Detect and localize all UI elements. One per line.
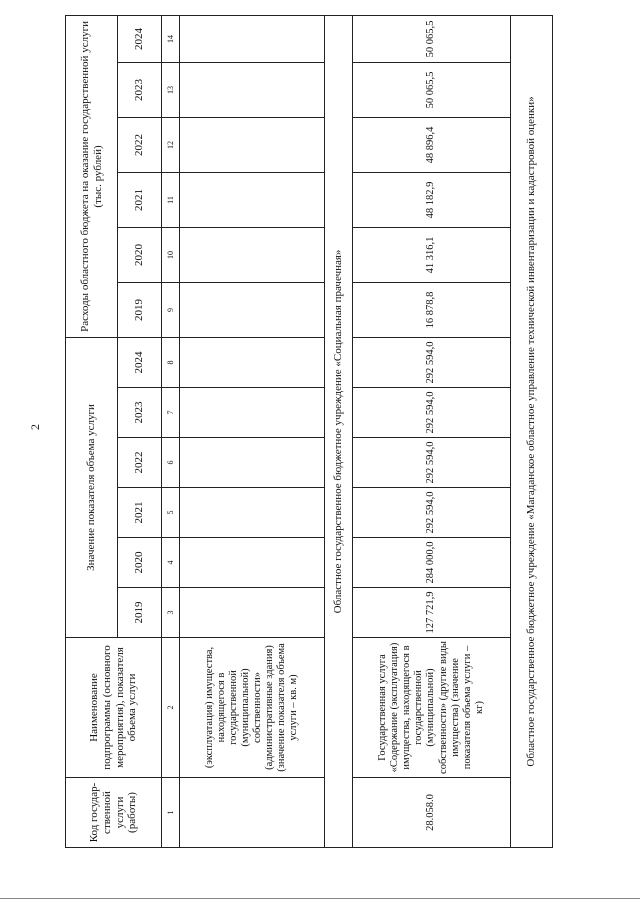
cell-expense (180, 118, 325, 173)
cell-expense (180, 173, 325, 228)
cell-expense: 16 878,8 (353, 283, 511, 338)
column-number: 6 (162, 438, 180, 488)
column-number: 11 (162, 173, 180, 228)
cell-volume: 292 594,0 (353, 388, 511, 438)
cell-expense: 48 182,9 (353, 173, 511, 228)
cell-code (180, 778, 325, 848)
cell-volume: 284 000,0 (353, 538, 511, 588)
cell-name: Государственная услуга «Содержание (эксплуатация) имущества, находящегося в государственной (муниципальной) собственности» (другие виды имущества) (значение показателя объема услуги – кг) (353, 638, 511, 778)
year-header: 2023 (118, 388, 162, 438)
cell-volume (180, 338, 325, 388)
cell-volume (180, 538, 325, 588)
table-row (180, 15, 325, 847)
column-number: 1 (162, 778, 180, 848)
column-number: 14 (162, 15, 180, 62)
cell-volume: 127 721,9 (353, 588, 511, 638)
year-header: 2022 (118, 118, 162, 173)
cell-expense: 48 896,4 (353, 118, 511, 173)
cell-expense (180, 283, 325, 338)
column-number: 12 (162, 118, 180, 173)
cell-expense (180, 63, 325, 118)
year-header: 2019 (118, 588, 162, 638)
year-header: 2024 (118, 338, 162, 388)
budget-table (65, 15, 553, 848)
page-edge-line (0, 898, 640, 899)
column-number: 2 (162, 638, 180, 778)
cell-code: 28.058.0 (353, 778, 511, 848)
year-header: 2021 (118, 173, 162, 228)
header-expense-group: Расходы областного бюджета на оказание государственной услуги (тыс. рублей) (66, 15, 118, 337)
cell-volume (180, 388, 325, 438)
cell-expense: 41 316,1 (353, 228, 511, 283)
cell-volume (180, 488, 325, 538)
header-name: Наименование подпрограммы (основного мероприятия), показателя объема услуги (66, 638, 162, 778)
year-header: 2019 (118, 283, 162, 338)
table-row (353, 15, 511, 847)
year-header: 2023 (118, 63, 162, 118)
cell-expense (180, 228, 325, 283)
cell-volume: 292 594,0 (353, 488, 511, 538)
rotated-table-container (65, 16, 552, 848)
column-number: 3 (162, 588, 180, 638)
cell-expense: 50 065,5 (353, 63, 511, 118)
cell-volume: 292 594,0 (353, 438, 511, 488)
header-code: Код государ-ственной услуги (работы) (66, 778, 162, 848)
column-number: 13 (162, 63, 180, 118)
column-number: 8 (162, 338, 180, 388)
year-header: 2022 (118, 438, 162, 488)
year-header: 2021 (118, 488, 162, 538)
cell-expense (180, 15, 325, 62)
column-number: 5 (162, 488, 180, 538)
year-header: 2020 (118, 228, 162, 283)
page-number: 2 (28, 424, 42, 430)
year-header: 2020 (118, 538, 162, 588)
year-header: 2024 (118, 15, 162, 62)
cell-volume: 292 594,0 (353, 338, 511, 388)
header-volume-group: Значение показателя объема услуги (66, 338, 118, 638)
cell-expense: 50 065,5 (353, 15, 511, 62)
column-number: 7 (162, 388, 180, 438)
cell-volume (180, 438, 325, 488)
cell-volume (180, 588, 325, 638)
section-header: Областное государственное бюджетное учреждение «Социальная прачечная» (325, 15, 353, 847)
cell-name: (эксплуатация) имущества, находящегося в государственной (муниципальной) собственности» (административные здания) (значение показателя объема услуги – кв. м) (180, 638, 325, 778)
section-header: Областное государственное бюджетное учреждение «Магаданское областное управление технической инвентаризации и кадастровой оценки» (511, 15, 553, 847)
column-number: 9 (162, 283, 180, 338)
column-number: 10 (162, 228, 180, 283)
column-number: 4 (162, 538, 180, 588)
